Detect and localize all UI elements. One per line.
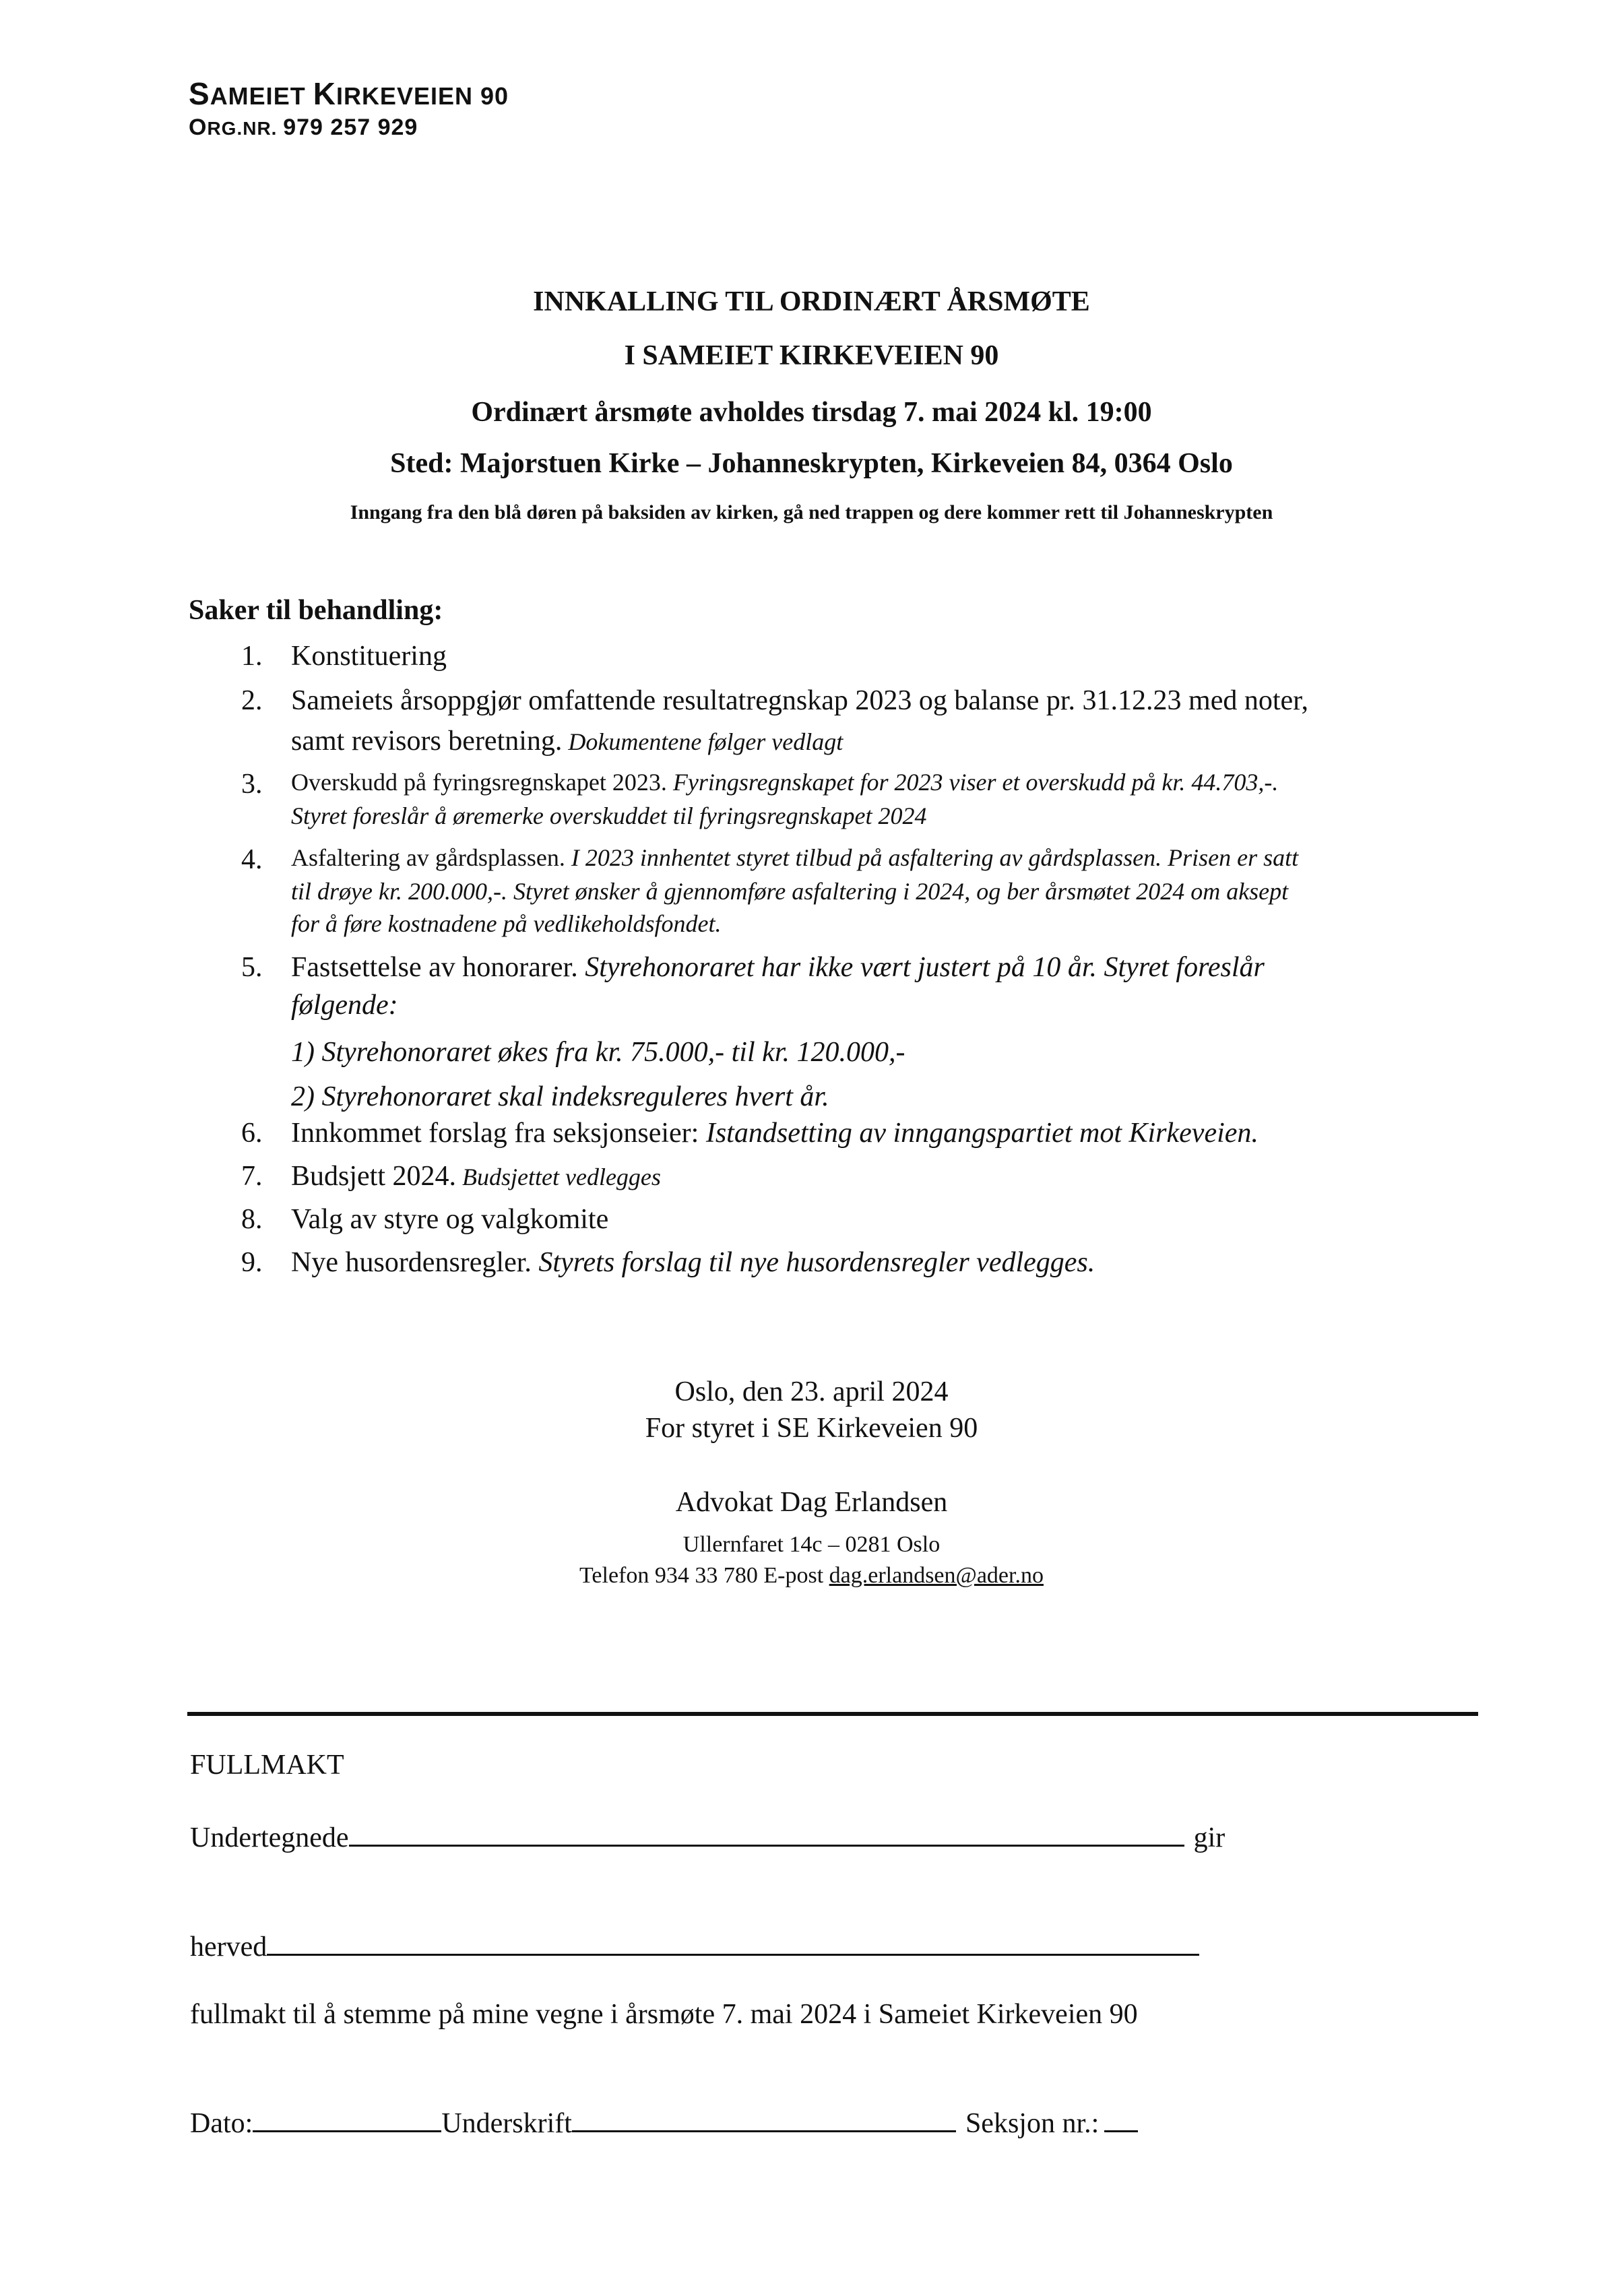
proxy-name-field[interactable]	[267, 1928, 1199, 1956]
meeting-datetime: Ordinært årsmøte avholdes tirsdag 7. mai 2024 kl. 19:00	[471, 397, 1152, 428]
signatory-contact: Telefon 934 33 780 E-post dag.erlandsen@ader.no	[579, 1563, 1044, 1588]
organization-number: ORG.NR. 979 257 929	[189, 115, 418, 140]
meeting-location: Sted: Majorstuen Kirke – Johanneskrypten, Kirkeveien 84, 0364 Oslo	[390, 448, 1233, 479]
organization-name: SAMEIET KIRKEVEIEN 90	[189, 76, 509, 111]
proxy-form-title: FULLMAKT	[190, 1750, 344, 1781]
date-field[interactable]	[253, 2105, 441, 2132]
hereby-row: herved	[190, 1928, 1199, 1963]
signature-field[interactable]	[572, 2105, 956, 2132]
place-and-date: Oslo, den 23. april 2024	[674, 1376, 949, 1407]
agenda-heading: Saker til behandling:	[189, 595, 443, 626]
signatory-address: Ullernfaret 14c – 0281 Oslo	[682, 1532, 941, 1557]
on-behalf-of: For styret i SE Kirkeveien 90	[645, 1413, 978, 1444]
signatory-name: Advokat Dag Erlandsen	[675, 1487, 948, 1518]
undersigned-field[interactable]	[349, 1819, 1184, 1847]
email-link[interactable]: dag.erlandsen@ader.no	[829, 1563, 1044, 1588]
signature-row: Dato: Underskrift Seksjon nr.:	[190, 2105, 1138, 2140]
section-divider	[187, 1712, 1478, 1716]
document-title: INNKALLING TIL ORDINÆRT ÅRSMØTE	[533, 286, 1090, 317]
proxy-statement: fullmakt til å stemme på mine vegne i årsmøte 7. mai 2024 i Sameiet Kirkeveien 90	[190, 1999, 1138, 2030]
entrance-directions: Inngang fra den blå døren på baksiden av kirken, gå ned trappen og dere kommer rett til Johanneskrypten	[350, 501, 1273, 523]
document-subtitle: I SAMEIET KIRKEVEIEN 90	[624, 340, 999, 371]
section-number-field[interactable]	[1104, 2105, 1138, 2132]
undersigned-row: Undertegnede gir	[190, 1819, 1225, 1854]
